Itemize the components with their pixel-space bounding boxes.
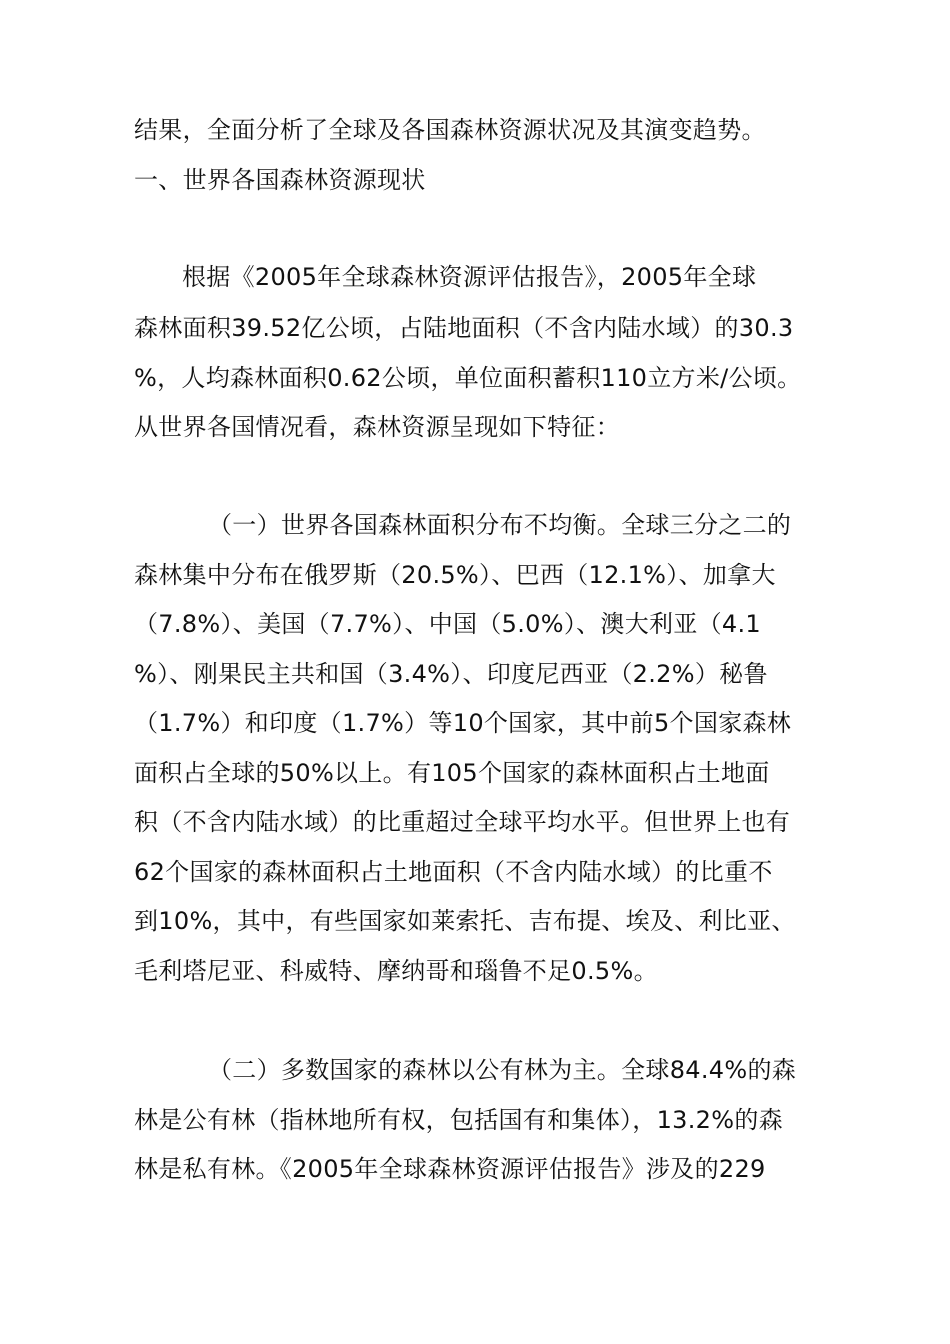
paragraph-line: 林是公有林（指林地所有权，包括国有和集体），13.2%的森 [134,1106,783,1134]
paragraph-line: 森林集中分布在俄罗斯（20.5%）、巴西（12.1%）、加拿大 [134,561,776,589]
text-line: 结果，全面分析了全球及各国森林资源状况及其演变趋势。 [134,116,766,144]
paragraph-line: 积（不含内陆水域）的比重超过全球平均水平。但世界上也有 [134,808,791,836]
paragraph-line: 林是私有林。《2005年全球森林资源评估报告》涉及的229 [134,1155,766,1183]
paragraph-line: （二）多数国家的森林以公有林为主。全球84.4%的森 [208,1056,797,1084]
paragraph-line: 62个国家的森林面积占土地面积（不含内陆水域）的比重不 [134,858,773,886]
paragraph-line: 毛利塔尼亚、科威特、摩纳哥和瑙鲁不足0.5%。 [134,957,658,985]
section-heading: 一、世界各国森林资源现状 [134,166,426,194]
paragraph-line: （一）世界各国森林面积分布不均衡。全球三分之二的 [208,511,792,539]
paragraph-line: %，人均森林面积0.62公顷，单位面积蓄积110立方米/公顷。 [134,364,802,392]
paragraph-line: 面积占全球的50%以上。有105个国家的森林面积占土地面 [134,759,770,787]
paragraph-line: （1.7%）和印度（1.7%）等10个国家，其中前5个国家森林 [134,709,792,737]
paragraph-line: （7.8%）、美国（7.7%）、中国（5.0%）、澳大利亚（4.1 [134,610,761,638]
paragraph-line: 森林面积39.52亿公顷，占陆地面积（不含内陆水域）的30.3 [134,314,794,342]
paragraph-line: 从世界各国情况看，森林资源呈现如下特征： [134,413,620,441]
paragraph-line: 到10%，其中，有些国家如莱索托、吉布提、埃及、利比亚、 [134,907,796,935]
paragraph-line: 根据《2005年全球森林资源评估报告》，2005年全球 [182,263,757,291]
paragraph-line: %）、刚果民主共和国（3.4%）、印度尼西亚（2.2%）秘鲁 [134,660,768,688]
